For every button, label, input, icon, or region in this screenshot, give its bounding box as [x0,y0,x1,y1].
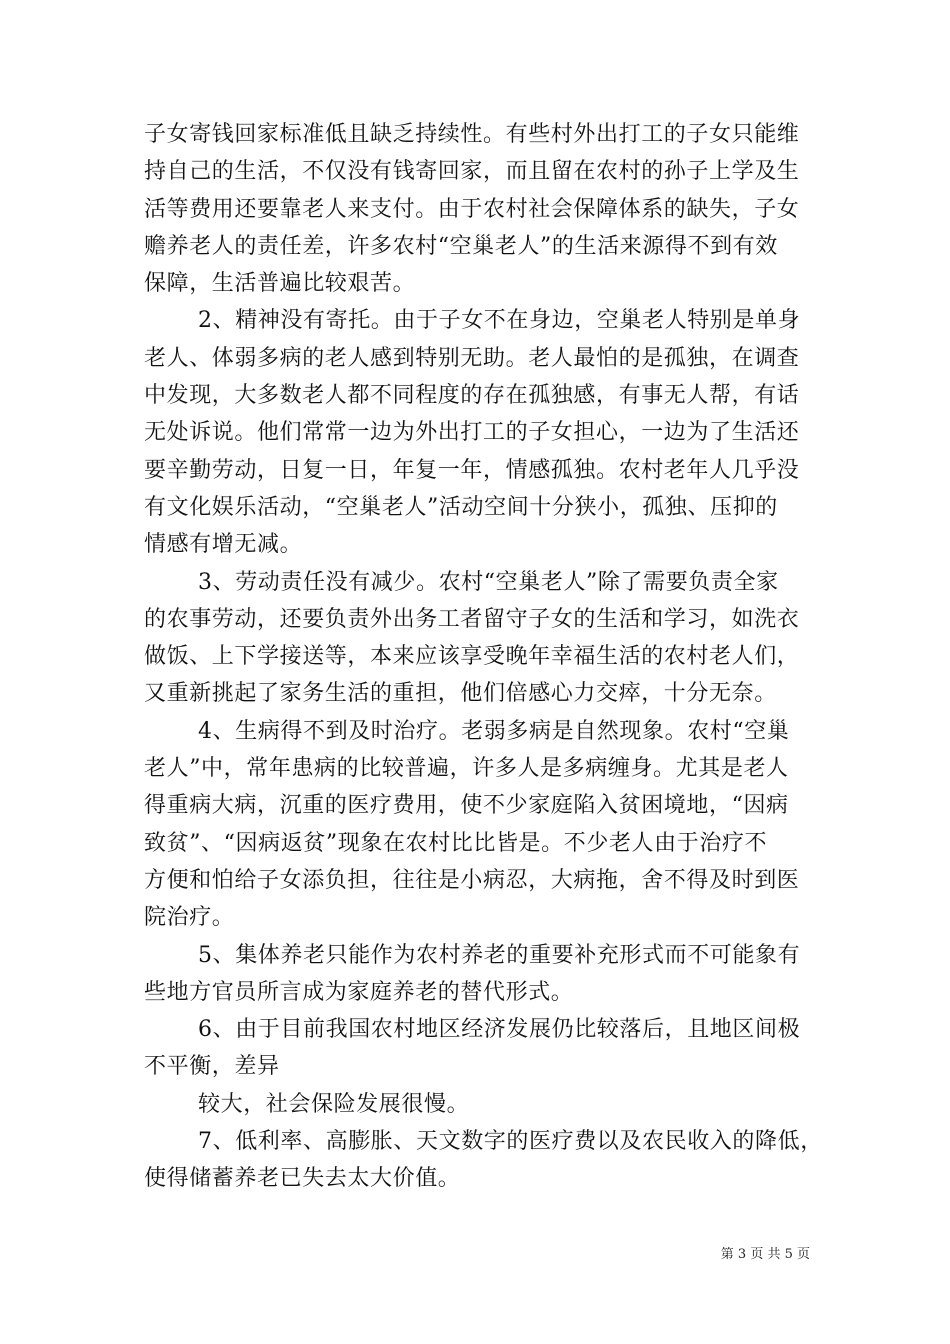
document-body [144,116,823,1198]
text-line: 持自己的生活，不仅没有钱寄回家，而且留在农村的孙子上学及生 [144,159,800,185]
text-line: 较大，社会保险发展很慢。 [198,1091,470,1117]
text-line: 院治疗。 [144,905,235,931]
text-line: 活等费用还要靠老人来支付。由于农村社会保障体系的缺失，子女 [144,196,800,222]
text-line: 情感有增无减。 [144,532,303,558]
text-line: 子女寄钱回家标准低且缺乏持续性。有些村外出打工的子女只能维 [144,122,800,147]
text-line: 老人、体弱多病的老人感到特别无助。老人最怕的是孤独，在调查 [144,345,800,371]
text-line: 3、劳动责任没有减少。农村“空巢老人”除了需要负责全家 [198,569,779,595]
text-line: 方便和怕给子女添负担，往往是小病忍，大病拖，舍不得及时到医 [144,867,800,893]
text-line: 要辛勤劳动，日复一日，年复一年，情感孤独。农村老年人几乎没 [144,457,800,483]
text-line: 得重病大病，沉重的医疗费用，使不少家庭陷入贫困境地，“因病 [144,793,789,819]
text-line: 致贫”、“因病返贫”现象在农村比比皆是。不少老人由于治疗不 [144,830,768,856]
text-line: 的农事劳动，还要负责外出务工者留守子女的生活和学习，如洗衣 [144,606,800,632]
text-line: 赡养老人的责任差，许多农村“空巢老人”的生活来源得不到有效 [144,233,778,259]
text-line: 有文化娱乐活动，“空巢老人”活动空间十分狭小，孤独、压抑的 [144,494,778,520]
text-line: 6、由于目前我国农村地区经济发展仍比较落后，且地区间极 [198,1017,801,1043]
text-line: 做饭、上下学接送等，本来应该享受晚年幸福生活的农村老人们， [144,644,800,670]
text-line: 不平衡，差异 [144,1054,280,1080]
page-number: 第 3 页 共 5 页 [720,1247,810,1262]
text-line: 4、生病得不到及时治疗。老弱多病是自然现象。农村“空巢 [198,718,790,744]
text-line: 7、低利率、高膨胀、天文数字的医疗费以及农民收入的降低， [198,1129,823,1155]
text-line: 保障，生活普遍比较艰苦。 [144,271,416,297]
text-line: 又重新挑起了家务生活的重担，他们倍感心力交瘁，十分无奈。 [144,681,777,707]
text-line: 老人”中，常年患病的比较普遍，许多人是多病缠身。尤其是老人 [144,756,789,782]
text-line: 2、精神没有寄托。由于子女不在身边，空巢老人特别是单身 [198,308,801,334]
text-line: 使得储蓄养老已失去太大价值。 [144,1166,461,1192]
text-line: 中发现，大多数老人都不同程度的存在孤独感，有事无人帮，有话 [144,383,800,409]
text-line: 些地方官员所言成为家庭养老的替代形式。 [144,979,574,1005]
text-line: 无处诉说。他们常常一边为外出打工的子女担心，一边为了生活还 [144,420,800,446]
text-line: 5、集体养老只能作为农村养老的重要补充形式而不可能象有 [198,942,801,968]
